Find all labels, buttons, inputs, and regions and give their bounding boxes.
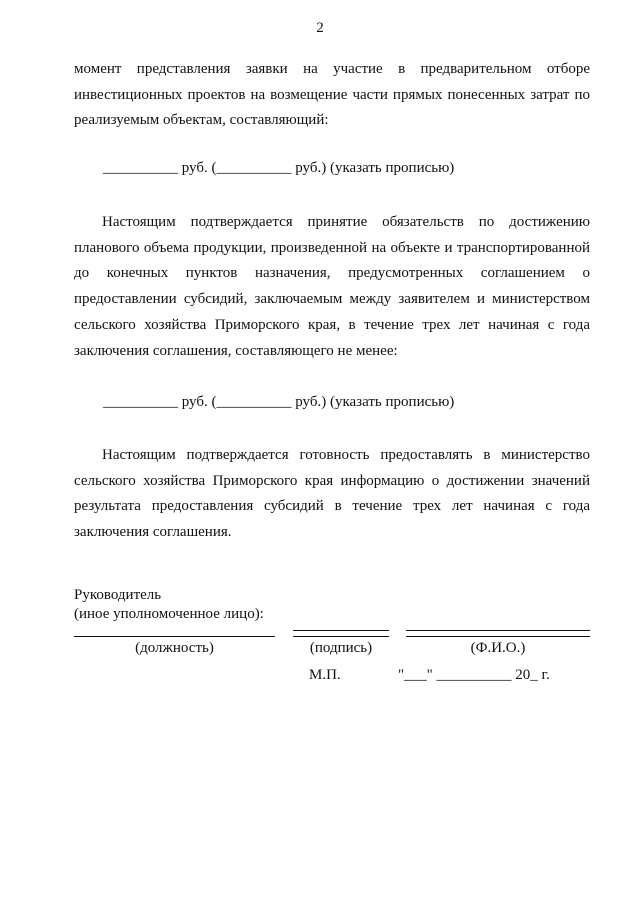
signature-underline bbox=[293, 630, 389, 631]
signatory-title-line2: (иное уполномоченное лицо): bbox=[74, 606, 264, 622]
name-underline-lower bbox=[406, 636, 590, 637]
paragraph-reporting-readiness: Настоящим подтверждается готовность предоставлять в министерство сельского хозяйства Приморского края информацию о достижении значений результата предоставления субсидий в течение трех лет начиная с года заключения соглашения. bbox=[74, 447, 590, 541]
signatory-title-line1: Руководитель bbox=[74, 587, 162, 603]
name-underline bbox=[406, 630, 590, 631]
signatory-title bbox=[74, 586, 264, 624]
paragraph-production-obligation: Настоящим подтверждается принятие обязательств по достижению планового объема продукции, произведенной на объекте и транспортированной до конечных пунктов назначения, предусмотренных соглашением о предоставлении субсидий, заключаемым между заявителем и министерством сельского хозяйства Приморского края, в течение трех лет начиная с года заключения соглашения, составляющего не менее: bbox=[74, 214, 590, 359]
stamp-place-label: М.П. bbox=[309, 667, 341, 683]
page-number: 2 bbox=[316, 20, 324, 36]
caption-signature: (подпись) bbox=[309, 640, 373, 656]
caption-position: (должность) bbox=[135, 640, 214, 656]
date-line: "___" __________ 20_ г. bbox=[398, 667, 550, 683]
amount-line-costs: __________ руб. (__________ руб.) (указать прописью) bbox=[103, 160, 455, 176]
signature-underline-lower bbox=[293, 636, 389, 637]
amount-line-production: __________ руб. (__________ руб.) (указать прописью) bbox=[103, 394, 455, 410]
position-underline bbox=[74, 636, 275, 637]
caption-full-name: (Ф.И.О.) bbox=[470, 640, 526, 656]
paragraph-submission-moment: момент представления заявки на участие в предварительном отборе инвестиционных проектов на возмещение части прямых понесенных затрат по реализуемым объектам, составляющий: bbox=[74, 61, 590, 129]
